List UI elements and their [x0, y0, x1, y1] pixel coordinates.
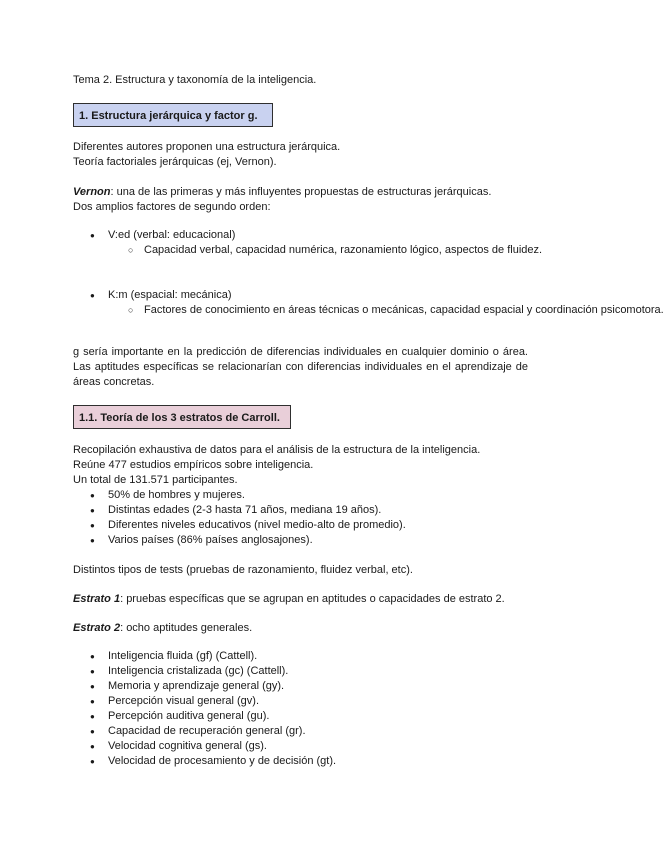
section-heading-carroll: 1.1. Teoría de los 3 estratos de Carroll.: [73, 405, 291, 429]
paragraph-line: Un total de 131.571 participantes.: [73, 474, 238, 486]
paragraph-line: Distintos tipos de tests (pruebas de razonamiento, fluidez verbal, etc).: [73, 564, 413, 576]
vernon-text: : una de las primeras y más influyentes propuestas de estructuras jerárquicas.: [110, 186, 492, 198]
list-item: ● Inteligencia fluida (gf) (Cattell).: [108, 649, 257, 664]
list-item: ● Memoria y aprendizaje general (gy).: [108, 679, 284, 694]
estrato2-paragraph: [73, 621, 528, 636]
list-item: ● Inteligencia cristalizada (gc) (Cattell).: [108, 664, 288, 679]
list-item: ● K:m (espacial: mecánica): [108, 288, 232, 303]
estrato1-text: : pruebas específicas que se agrupan en aptitudes o capacidades de estrato 2.: [120, 593, 505, 605]
paragraph-line: Reúne 477 estudios empíricos sobre inteligencia.: [73, 459, 314, 471]
g-paragraph: g sería importante en la predicción de diferencias individuales en cualquier dominio o área. Las aptitudes específicas se relacionarían con diferencias individuales en el aprendizaje de áreas concretas.: [73, 346, 528, 388]
list-item: ● Distintas edades (2-3 hasta 71 años, mediana 19 años).: [108, 503, 381, 518]
estrato2-term: Estrato 2: [73, 622, 121, 634]
paragraph-line: Dos amplios factores de segundo orden:: [73, 201, 271, 213]
section-heading-estructura: 1. Estructura jerárquica y factor g.: [73, 103, 273, 127]
list-item: ● Velocidad cognitiva general (gs).: [108, 739, 267, 754]
paragraph-line: Recopilación exhaustiva de datos para el análisis de la estructura de la inteligencia.: [73, 444, 481, 456]
estrato2-text: : ocho aptitudes generales.: [120, 622, 253, 634]
estrato1-term: Estrato 1: [73, 593, 121, 605]
paragraph-line: Teoría factoriales jerárquicas (ej, Vernon).: [73, 156, 277, 168]
sub-list-item: ○ Capacidad verbal, capacidad numérica, razonamiento lógico, aspectos de fluidez.: [144, 243, 527, 258]
list-item: ● Velocidad de procesamiento y de decisión (gt).: [108, 754, 336, 769]
paragraph-line: Diferentes autores proponen una estructura jerárquica.: [73, 141, 341, 153]
list-item: ● Percepción auditiva general (gu).: [108, 709, 269, 724]
list-item: ● Percepción visual general (gv).: [108, 694, 259, 709]
list-item: ● Varios países (86% países anglosajones).: [108, 533, 313, 548]
sub-list-item: ○ Factores de conocimiento en áreas técnicas o mecánicas, capacidad espacial y coordinación psicomotora.: [144, 303, 527, 318]
vernon-paragraph: [73, 185, 528, 200]
estrato1-paragraph: [73, 592, 528, 607]
document-title: Tema 2. Estructura y taxonomía de la inteligencia.: [73, 74, 317, 86]
list-item: ● Diferentes niveles educativos (nivel medio-alto de promedio).: [108, 518, 406, 533]
list-item: ● V:ed (verbal: educacional): [108, 228, 235, 243]
list-item: ● 50% de hombres y mujeres.: [108, 488, 245, 503]
vernon-term: Vernon: [73, 186, 111, 198]
list-item: ● Capacidad de recuperación general (gr).: [108, 724, 306, 739]
